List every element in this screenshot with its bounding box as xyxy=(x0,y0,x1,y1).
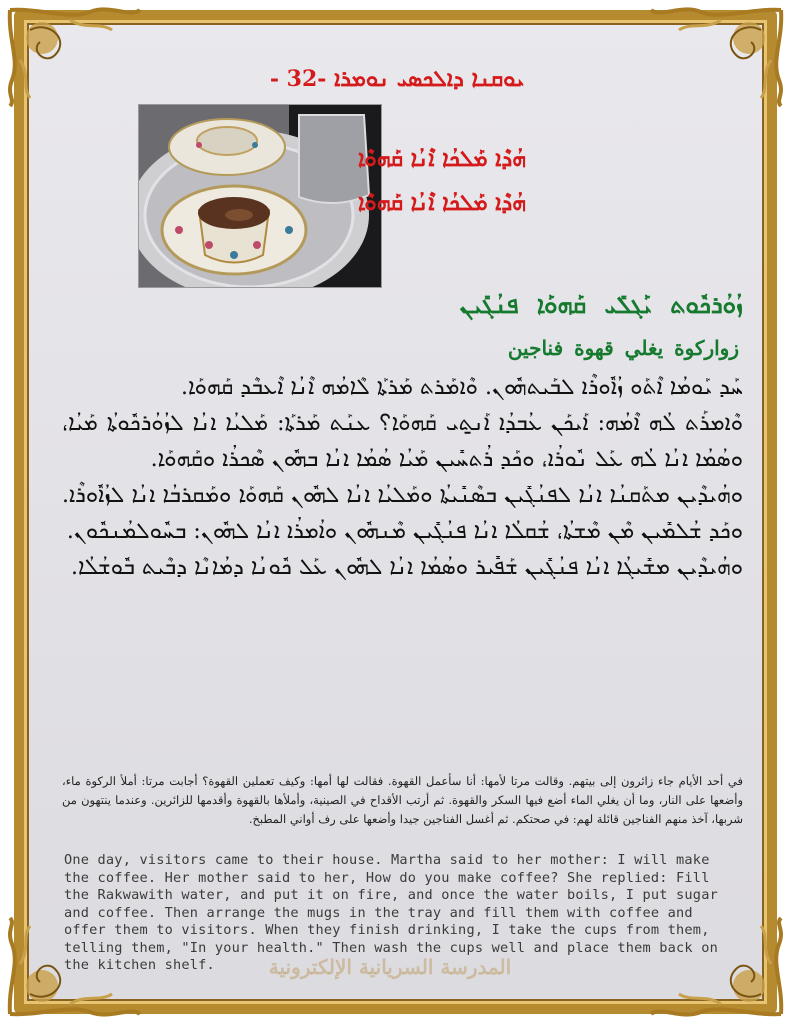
verse-line-2: ܗܳܕܶܐ ܡܰܠܟܳܐ ܐܶܢܳܐ ܩܰܗܘܶܐ xyxy=(357,190,526,216)
syriac-paragraph: ܘܗܳܝܕܶܝܢ ܡܫܺܝܓܳܐ ܐܢܳܐ ܦܢܳܓܺܝܢ ܫܰܦܺܝܪ ܘܣܳܡܳܐ ܐܢܳܐ ܠܗܽܘܢ ܥܰܠ ܟܽܘܢܳܐ ܕܡܳܐܢܶܐ ܕܒܶܝܬ ܒܽܘܫܳܠܳܐ. xyxy=(71,555,743,580)
vocabulary-syriac: ܙܳܘܳܪܟܽܘܬ ܝܰܓܠܺܝ ܩܰܗܘܰܐ ܦܢܳܓܺܝܢ xyxy=(459,290,743,319)
syriac-paragraph: ܘܗܳܝܕܶܝܢ ܡܬܰܩܢܳܐ ܐܢܳܐ ܠܦܢܳܓܺܝܢ ܒܣܶܢܺܝܬܳܐ ܘܡܰܠܝܳܐ ܐܢܳܐ ܠܗܽܘܢ ܩܰܗܘܰܐ ܘܡܰܩܪܒܳܐ ܐܢܳܐ ܠܙܳܐܽܘܪܶܐ. ܘܟܰܕ ܫܳܠܡܺܝܢ ܡܶܢ ܡܶܫܬܳܐ، ܫܳܩܠܳܐ ܐܢܳܐ ܦܢܳܓܺܝܢ ܡܶܢܗܽܘܢ ܘܐܳܡܪܳܐ ܐܢܳܐ ܠܗܽܘܢ: ܒܚܽܘܠܡܳܢܟܽܘܢ. xyxy=(62,483,743,544)
arabic-translation: في أحد الأيام جاء زائرون إلى بيتهم. وقالت مرتا لأمها: أنا سأعمل القهوة. فقالت لها أمها: وكيف تعملين القهوة؟ أجابت مرتا: أملأ الركوة ماء، وأضعها على النار، وما أن يغلي الماء أضع فيها السكر والقهوة. ثم أرتب الأقداح في الصينية، وأملأها بالقهوة وأقدمها للزائرين. وعندما ينتهون من شربها، آخذ منهم الفناجين قائلة لهم: في صحتكم. ثم أغسل الفناجين جيدا وأضعها على رف أواني المطبخ. xyxy=(62,774,743,826)
english-translation: One day, visitors came to their house. Martha said to her mother: I will make the coffee. Her mother said to her, How do you make coffee? She replied: Fill the Rakwawith water, and put it on fire, and once the water boils, I put sugar and coffee. Then arrange the mugs in the tray and fill them with coffee and offer them to visitors. When they finish drinking, I take the cups from them, telling them, "In your health." Then wash the cups well and place them back on the kitchen shelf. xyxy=(64,852,718,973)
lesson-title: ܝܘܩܢܐ ܕܐܠܟܣܝ ܢܘܡܪܐ -32 - xyxy=(269,66,525,92)
syriac-paragraph: ܚܰܕ ܝܰܘܡܳܐ ܐܶܬܰܘ ܙܳܐܽܘܪܶܐ ܠܒܰܝܬܗܽܘܢ. ܘܶܐܡܰܪܬ ܡܰܪܬܰܐ ܠܶܐܡܳܗ ܐܶܢܳܐ ܐܶܥܒܶܕ ܩܰܗܘܰܐ. xyxy=(181,375,743,400)
coffee-cups-photo xyxy=(138,104,382,288)
syriac-story xyxy=(62,370,743,586)
syriac-paragraph: ܘܶܐܡܪܰܬ ܠܳܗ ܐܶܡܳܗ: ܐܰܝܟܰܢ ܥܳܒܕܳܐ ܐܰܢ̱ܬܝ ܩܰܗܘܰܐ؟ ܥܢܰܬ ܡܰܪܬܰܐ: ܡܰܠܝܳܐ ܐܢܳܐ ܠܙܳܘܳܪܟܽܘܬܳܐ ܡܰܝܳܐ، ܘܣܳܡܳܐ ܐܢܳܐ ܠܳܗ ܥܰܠ ܢܽܘܪܳܐ، ܘܟܰܕ ܪܳܬܚܺܝܢ ܡܰܝܳܐ ܣܳܡܳܐ ܐܢܳܐ ܒܗܽܘܢ ܣܶܟܪܳܐ ܘܩܰܗܘܰܐ. xyxy=(62,411,743,472)
verse-line-1: ܗܳܕܶܐ ܡܰܠܟܳܐ ܐܶܢܳܐ ܩܰܗܘܶܐ xyxy=(357,146,526,172)
school-watermark: المدرسة السريانية الإلكترونية xyxy=(268,955,512,979)
vocabulary-arabic: زواركوة يغلي قهوة فناجين xyxy=(507,336,739,360)
